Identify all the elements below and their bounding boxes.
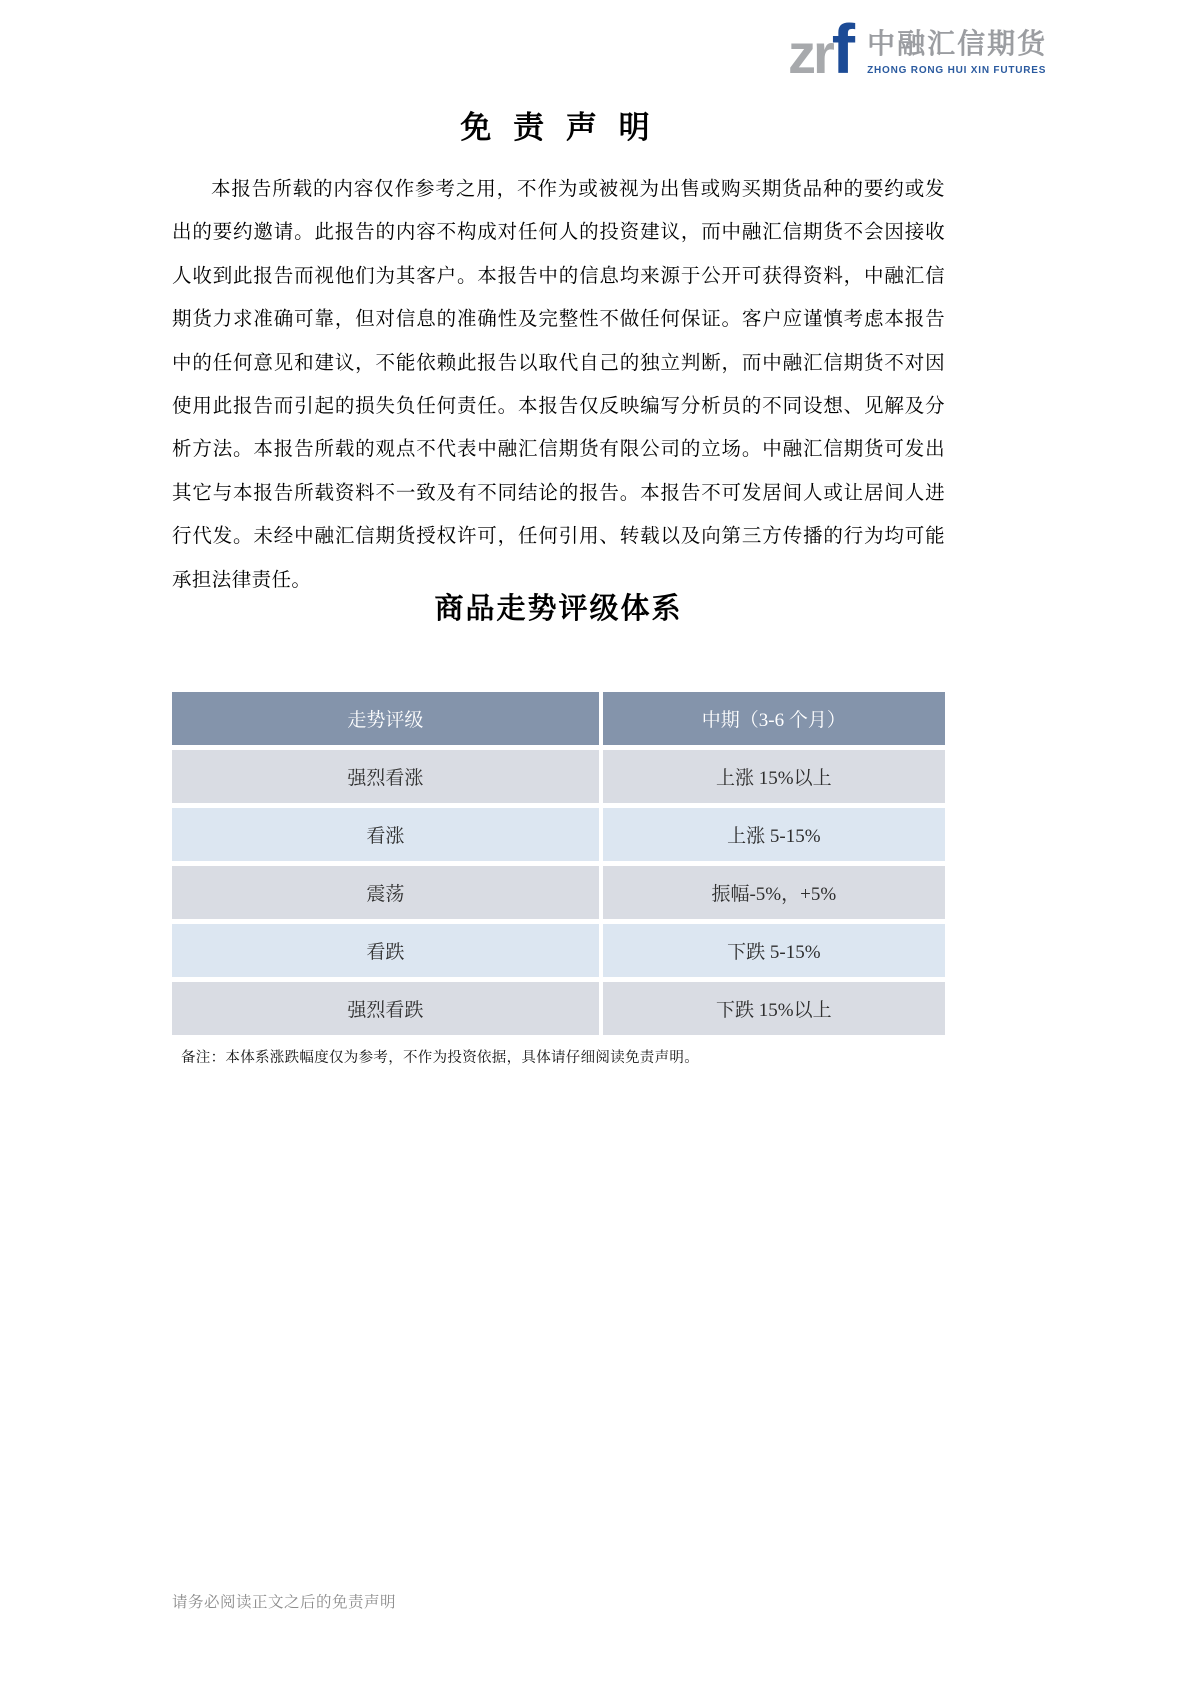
- company-name-cn: 中融汇信期货: [867, 28, 1048, 59]
- table-row: [172, 808, 945, 861]
- company-name-en: ZHONG RONG HUI XIN FUTURES: [867, 65, 1047, 76]
- disclaimer-body-text: 本报告所载的内容仅作参考之用，不作为或被视为出售或购买期货品种的要约或发出的要约邀请。此报告的内容不构成对任何人的投资建议，而中融汇信期货不会因接收人收到此报告而视他们为其客户。本报告中的信息均来源于公开可获得资料，中融汇信期货力求准确可靠，但对信息的准确性及完整性不做任何保证。客户应谨慎考虑本报告中的任何意见和建议，不能依赖此报告以取代自己的独立判断，而中融汇信期货不对因使用此报告而引起的损失负任何责任。本报告仅反映编写分析员的不同设想、见解及分析方法。本报告所载的观点不代表中融汇信期货有限公司的立场。中融汇信期货可发出其它与本报告所载资料不一致及有不同结论的报告。本报告不可发居间人或让居间人进行代发。未经中融汇信期货授权许可，任何引用、转载以及向第三方传播的行为均可能承担法律责任。: [172, 179, 945, 591]
- rating-system-title: 商品走势评级体系: [434, 593, 683, 625]
- cell-rating: 看涨: [172, 808, 599, 861]
- cell-range: 上涨 15%以上: [599, 750, 945, 803]
- cell-rating: 强烈看跌: [172, 982, 599, 1035]
- logo-names: [867, 22, 1047, 77]
- rating-table-note: 备注：本体系涨跌幅度仅为参考，不作为投资依据，具体请仔细阅读免责声明。: [181, 1050, 699, 1066]
- table-row: [172, 750, 945, 803]
- logo-f-letter: f: [831, 10, 856, 89]
- cell-range: 振幅-5%，+5%: [599, 866, 945, 919]
- rating-table-header-row: [172, 692, 945, 745]
- logo-zrf-icon: [788, 10, 856, 89]
- header-cell-midterm: 中期（3-6 个月）: [599, 692, 945, 745]
- table-row: [172, 924, 945, 977]
- cell-rating: 震荡: [172, 866, 599, 919]
- cell-range: 下跌 15%以上: [599, 982, 945, 1035]
- table-row: [172, 866, 945, 919]
- cell-rating: 强烈看涨: [172, 750, 599, 803]
- cell-range: 下跌 5-15%: [599, 924, 945, 977]
- header-cell-rating: 走势评级: [172, 692, 599, 745]
- rating-table: [172, 687, 945, 1040]
- logo-zr-letters: zr: [788, 22, 832, 86]
- company-logo: [788, 10, 1048, 89]
- cell-rating: 看跌: [172, 924, 599, 977]
- table-row: [172, 982, 945, 1035]
- page-footer-disclaimer: 请务必阅读正文之后的免责声明: [172, 1594, 397, 1611]
- disclaimer-title: 免 责 声 明: [460, 110, 657, 145]
- cell-range: 上涨 5-15%: [599, 808, 945, 861]
